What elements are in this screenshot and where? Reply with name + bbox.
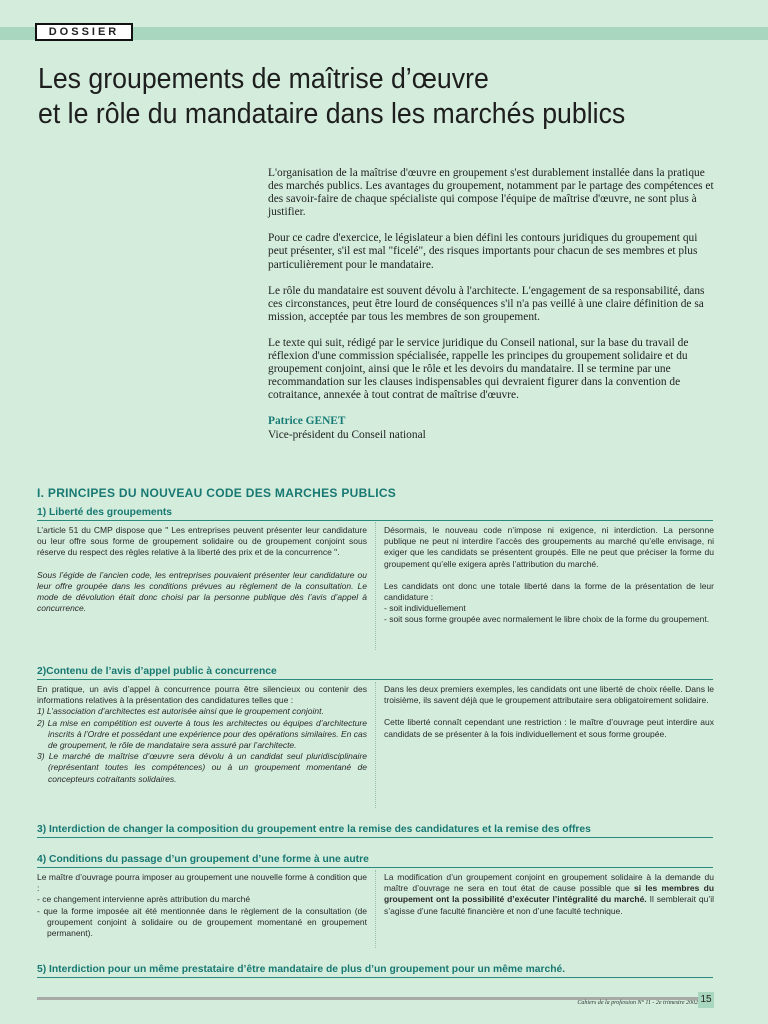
sub4-right-column — [384, 872, 714, 928]
intro-paragraph: Le rôle du mandataire est souvent dévolu à l'architecte. L'engagement de sa responsabilité, dans ces circonstances, peut être lourd de conséquences s'il n'a pas veillé à une claire définition de sa mission, acceptée par tous les membres de son groupement. — [268, 284, 705, 323]
title-line-1: Les groupements de maîtrise d’œuvre — [38, 63, 489, 95]
signature — [268, 415, 718, 441]
intro-text — [268, 167, 718, 442]
list — [37, 706, 367, 784]
paragraph: Les candidats ont donc une totale liberté dans la forme de la présentation de leur candidature : — [384, 580, 714, 603]
sub1-right-column — [384, 525, 714, 626]
signature-name: Patrice GENET — [268, 415, 346, 428]
column-divider — [375, 682, 377, 808]
intro-paragraph: Le texte qui suit, rédigé par le service juridique du Conseil national, sur la base du travail de réflexion d'une commission spécialisée, rappelle les principes du groupement solidaire et du groupement conjoint, ainsi que le rôle et les devoirs du mandataire. Il se termine par une recommandation sur les clauses indispensables qui devraient figurer dans la convention de cotraitance, annexée à tout contrat de maîtrise d'œuvre. — [268, 336, 689, 402]
list-item: - ce changement intervienne après attribution du marché — [37, 894, 251, 905]
paragraph — [384, 872, 714, 917]
intro-paragraph: L'organisation de la maîtrise d'œuvre en groupement s'est durablement installée dans la pratique des marchés publics. Les avantages du groupement, notamment par le partage des compétences et des savoir-faire de chaque spécialiste qui compose l'équipe de maîtrise d'œuvre, ne sont plus à justifier. — [268, 167, 714, 219]
paragraph: Cette liberté connaît cependant une restriction : le maître d’ouvrage peut interdire aux candidats de se présenter à la fois individuellement et sous forme groupée. — [384, 717, 714, 739]
sub4-left-column — [37, 872, 367, 939]
column-divider — [375, 870, 377, 948]
signature-role: Vice-président du Conseil national — [268, 428, 426, 441]
list-item: 2) La mise en compétition est ouverte à tous les architectes ou équipes d’architecture inscrits à l’Ordre et possédant une expérience pour des opérations similaires. En cas de groupement, le rôle de mandataire sera assuré par l’architecte. — [37, 717, 367, 751]
section-label: DOSSIER — [35, 23, 133, 41]
text-run: Il semblerait qu’il s’agisse d’une faculté financière et non d’une faculté technique. — [384, 894, 714, 916]
sub2-right-column — [384, 684, 714, 751]
sub1-left-column — [37, 525, 367, 625]
list — [384, 603, 714, 625]
text-run: La modification d’un groupement conjoint en groupement solidaire à la demande du maître d’ouvrage ne sera en tout état de cause possible que — [384, 872, 714, 894]
sub2-left-column — [37, 684, 367, 785]
list-item: - que la forme imposée ait été mentionnée dans le règlement de la consultation (de groupement conjoint à solidaire ou de groupement momentané en groupement permanent). — [37, 905, 367, 939]
list-item: 1) L’association d’architectes est autorisée ainsi que le groupement conjoint. — [37, 706, 324, 717]
page-number: 15 — [698, 992, 714, 1008]
subsection-title-4: 4) Conditions du passage d’un groupement d’une forme à une autre — [37, 853, 713, 868]
subsection-title-5: 5) Interdiction pour un même prestataire d’être mandataire de plus d’un groupement pour un même marché. — [37, 963, 713, 978]
intro-paragraph: Pour ce cadre d'exercice, le législateur a bien défini les contours juridiques du groupement qui peut présenter, s'il est mal "ficelé", des risques importants pour chacun de ses membres et plus particulièrement pour le mandataire. — [268, 232, 698, 271]
paragraph: L’article 51 du CMP dispose que " Les entreprises peuvent présenter leur candidature ou leur offre sous forme de groupement solidaire ou de groupement conjoint sous réserve du respect des règles relative à la liberté des prix et de la concurrence ". — [37, 525, 367, 558]
subsection-title-2: 2)Contenu de l’avis d’appel public à concurrence — [37, 665, 713, 680]
list-item: - soit individuellement — [384, 603, 466, 614]
emphasis-text: si les membres du groupement ont la possibilité d’exécuter l’intégralité du marché. — [384, 883, 715, 905]
subsection-title-1: 1) Liberté des groupements — [37, 506, 713, 521]
title-line-2: et le rôle du mandataire dans les marchés publics — [38, 98, 626, 130]
paragraph: Le maître d’ouvrage pourra imposer au groupement une nouvelle forme à condition que : — [37, 872, 367, 894]
section-heading: I. PRINCIPES DU NOUVEAU CODE DES MARCHES PUBLICS — [37, 486, 397, 500]
column-divider — [375, 522, 377, 650]
paragraph: Sous l’égide de l’ancien code, les entreprises pouvaient présenter leur candidature ou leur offre groupée dans les conditions prévues au règlement de la consultation. Le mode de dévolution était donc choisi par la personne publique dès l’avis d’appel à concurrence. — [37, 569, 367, 614]
list-item: - soit sous forme groupée avec normalement le libre choix de la forme du groupement. — [384, 614, 710, 625]
footer-publication: Cahiers de la profession N° 11 - 2e trimestre 2002 — [577, 1000, 698, 1006]
subsection-title-3: 3) Interdiction de changer la composition du groupement entre la remise des candidatures et la remise des offres — [37, 823, 713, 838]
list-item: 3) Le marché de maîtrise d’œuvre sera dévolu à un candidat seul pluridisciplinaire (représentant toutes les compétences) ou à un groupement momentané de concepteurs cotraitants solidaires. — [37, 751, 367, 784]
paragraph: En pratique, un avis d’appel à concurrence pourra être silencieux ou contenir des informations relatives à la présentation des candidatures telles que : — [37, 684, 367, 706]
page-title — [38, 62, 682, 132]
list — [37, 894, 367, 939]
paragraph: Dans les deux premiers exemples, les candidats ont une liberté de choix réelle. Dans le troisième, ils savent déjà que le groupement attributaire sera obligatoirement solidaire. — [384, 684, 714, 706]
paragraph: Désormais, le nouveau code n’impose ni exigence, ni interdiction. La personne publique ne peut ni interdire l’accès des groupements au marché qu’elle envisage, ni exiger que les candidats se présentent groupés. Elle ne peut que préciser la forme du groupement qu’elle exigera après l’attribution du marché. — [384, 525, 714, 569]
